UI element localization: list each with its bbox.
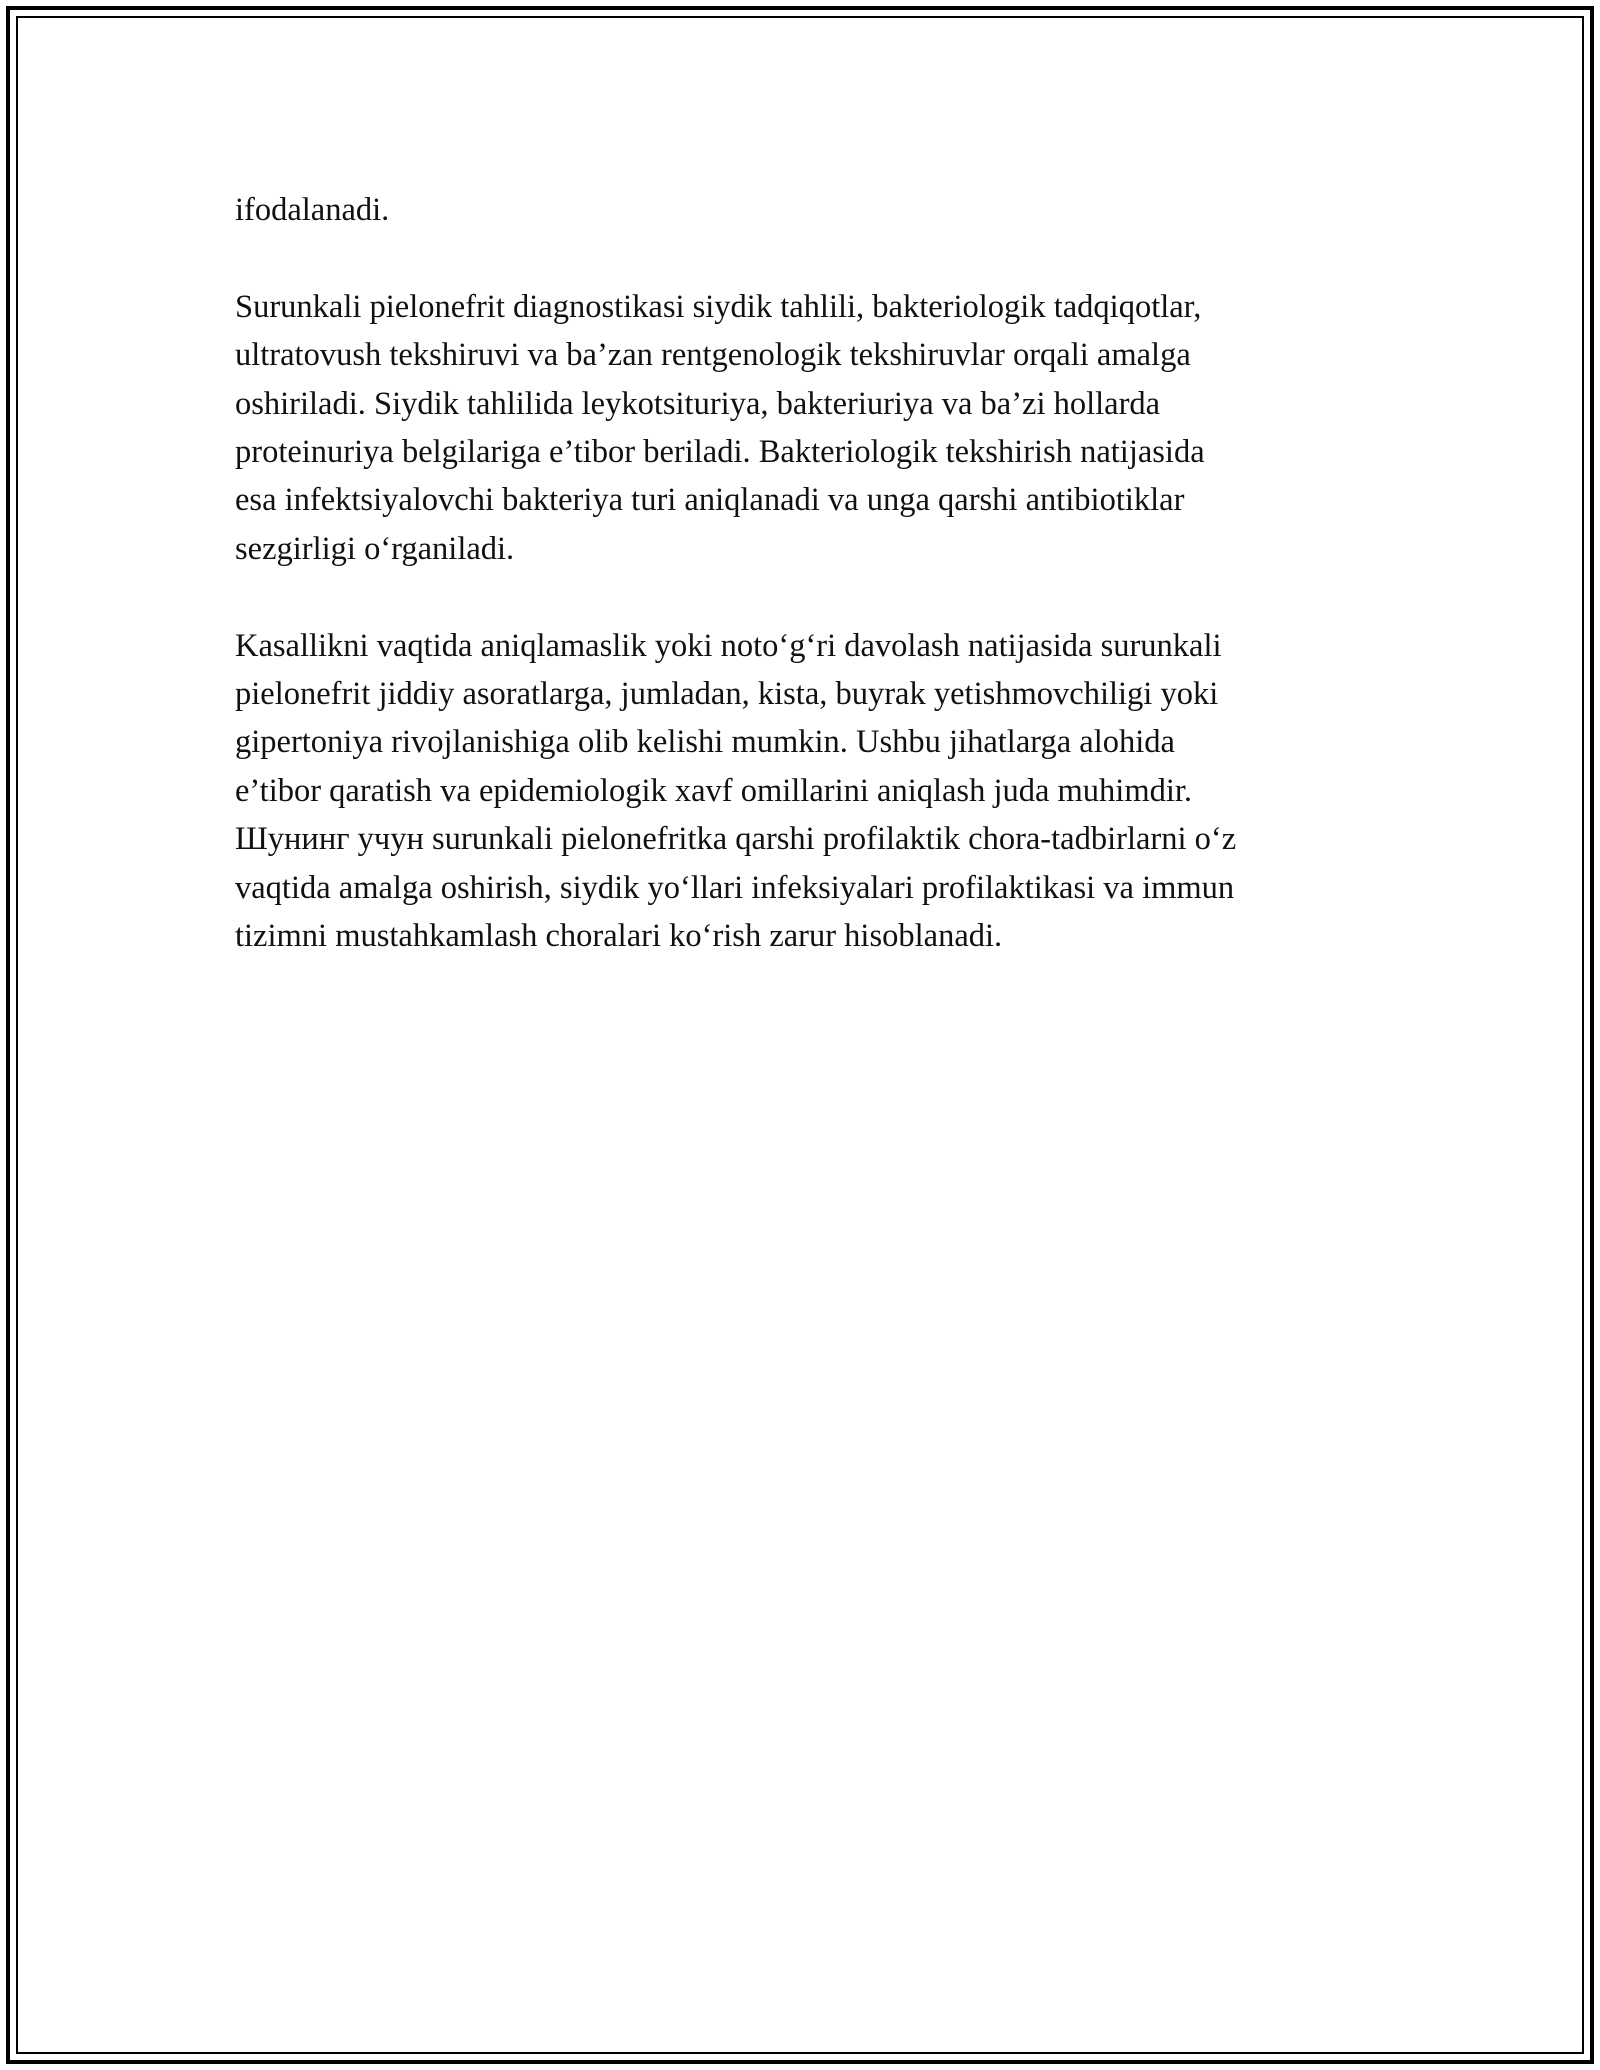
paragraph-1 bbox=[235, 186, 1395, 234]
text-line: sezgirligi o‘rganiladi. bbox=[235, 530, 515, 567]
document-body bbox=[235, 186, 1395, 960]
text-line: tizimni mustahkamlash choralari ko‘rish zarur hisoblanadi. bbox=[235, 918, 1003, 955]
text-line: vaqtida amalga oshirish, siydik yo‘llari infeksiyalari profilaktikasi va immun bbox=[235, 869, 1235, 906]
text-line: ultratovush tekshiruvi va ba’zan rentgenologik tekshiruvlar orqali amalga bbox=[235, 337, 1191, 374]
text-line: ifodalanadi. bbox=[235, 192, 390, 228]
text-line: Surunkali pielonefrit diagnostikasi siydik tahlili, bakteriologik tadqiqotlar, bbox=[235, 288, 1202, 325]
text-line: Шунинг учун surunkali pielonefritka qarshi profilaktik chora-tadbirlarni o‘z bbox=[235, 821, 1237, 858]
text-line: pielonefrit jiddiy asoratlarga, jumladan, kista, buyrak yetishmovchiligi yoki bbox=[235, 676, 1219, 713]
text-line: oshiriladi. Siydik tahlilida leykotsituriya, bakteriuriya va ba’zi hollarda bbox=[235, 385, 1161, 422]
paragraph-3 bbox=[235, 622, 1395, 961]
text-line: esa infektsiyalovchi bakteriya turi aniqlanadi va unga qarshi antibiotiklar bbox=[235, 482, 1185, 519]
paragraph-gap bbox=[235, 573, 1395, 621]
paragraph-gap bbox=[235, 234, 1395, 282]
text-line: proteinuriya belgilariga e’tibor beriladi. Bakteriologik tekshirish natijasida bbox=[235, 434, 1205, 471]
text-line: e’tibor qaratish va epidemiologik xavf omillarini aniqlash juda muhimdir. bbox=[235, 772, 1193, 809]
text-line: gipertoniya rivojlanishiga olib kelishi mumkin. Ushbu jihatlarga alohida bbox=[235, 724, 1175, 761]
paragraph-2 bbox=[235, 283, 1395, 573]
text-line: Kasallikni vaqtida aniqlamaslik yoki noto‘g‘ri davolash natijasida surunkali bbox=[235, 627, 1222, 664]
